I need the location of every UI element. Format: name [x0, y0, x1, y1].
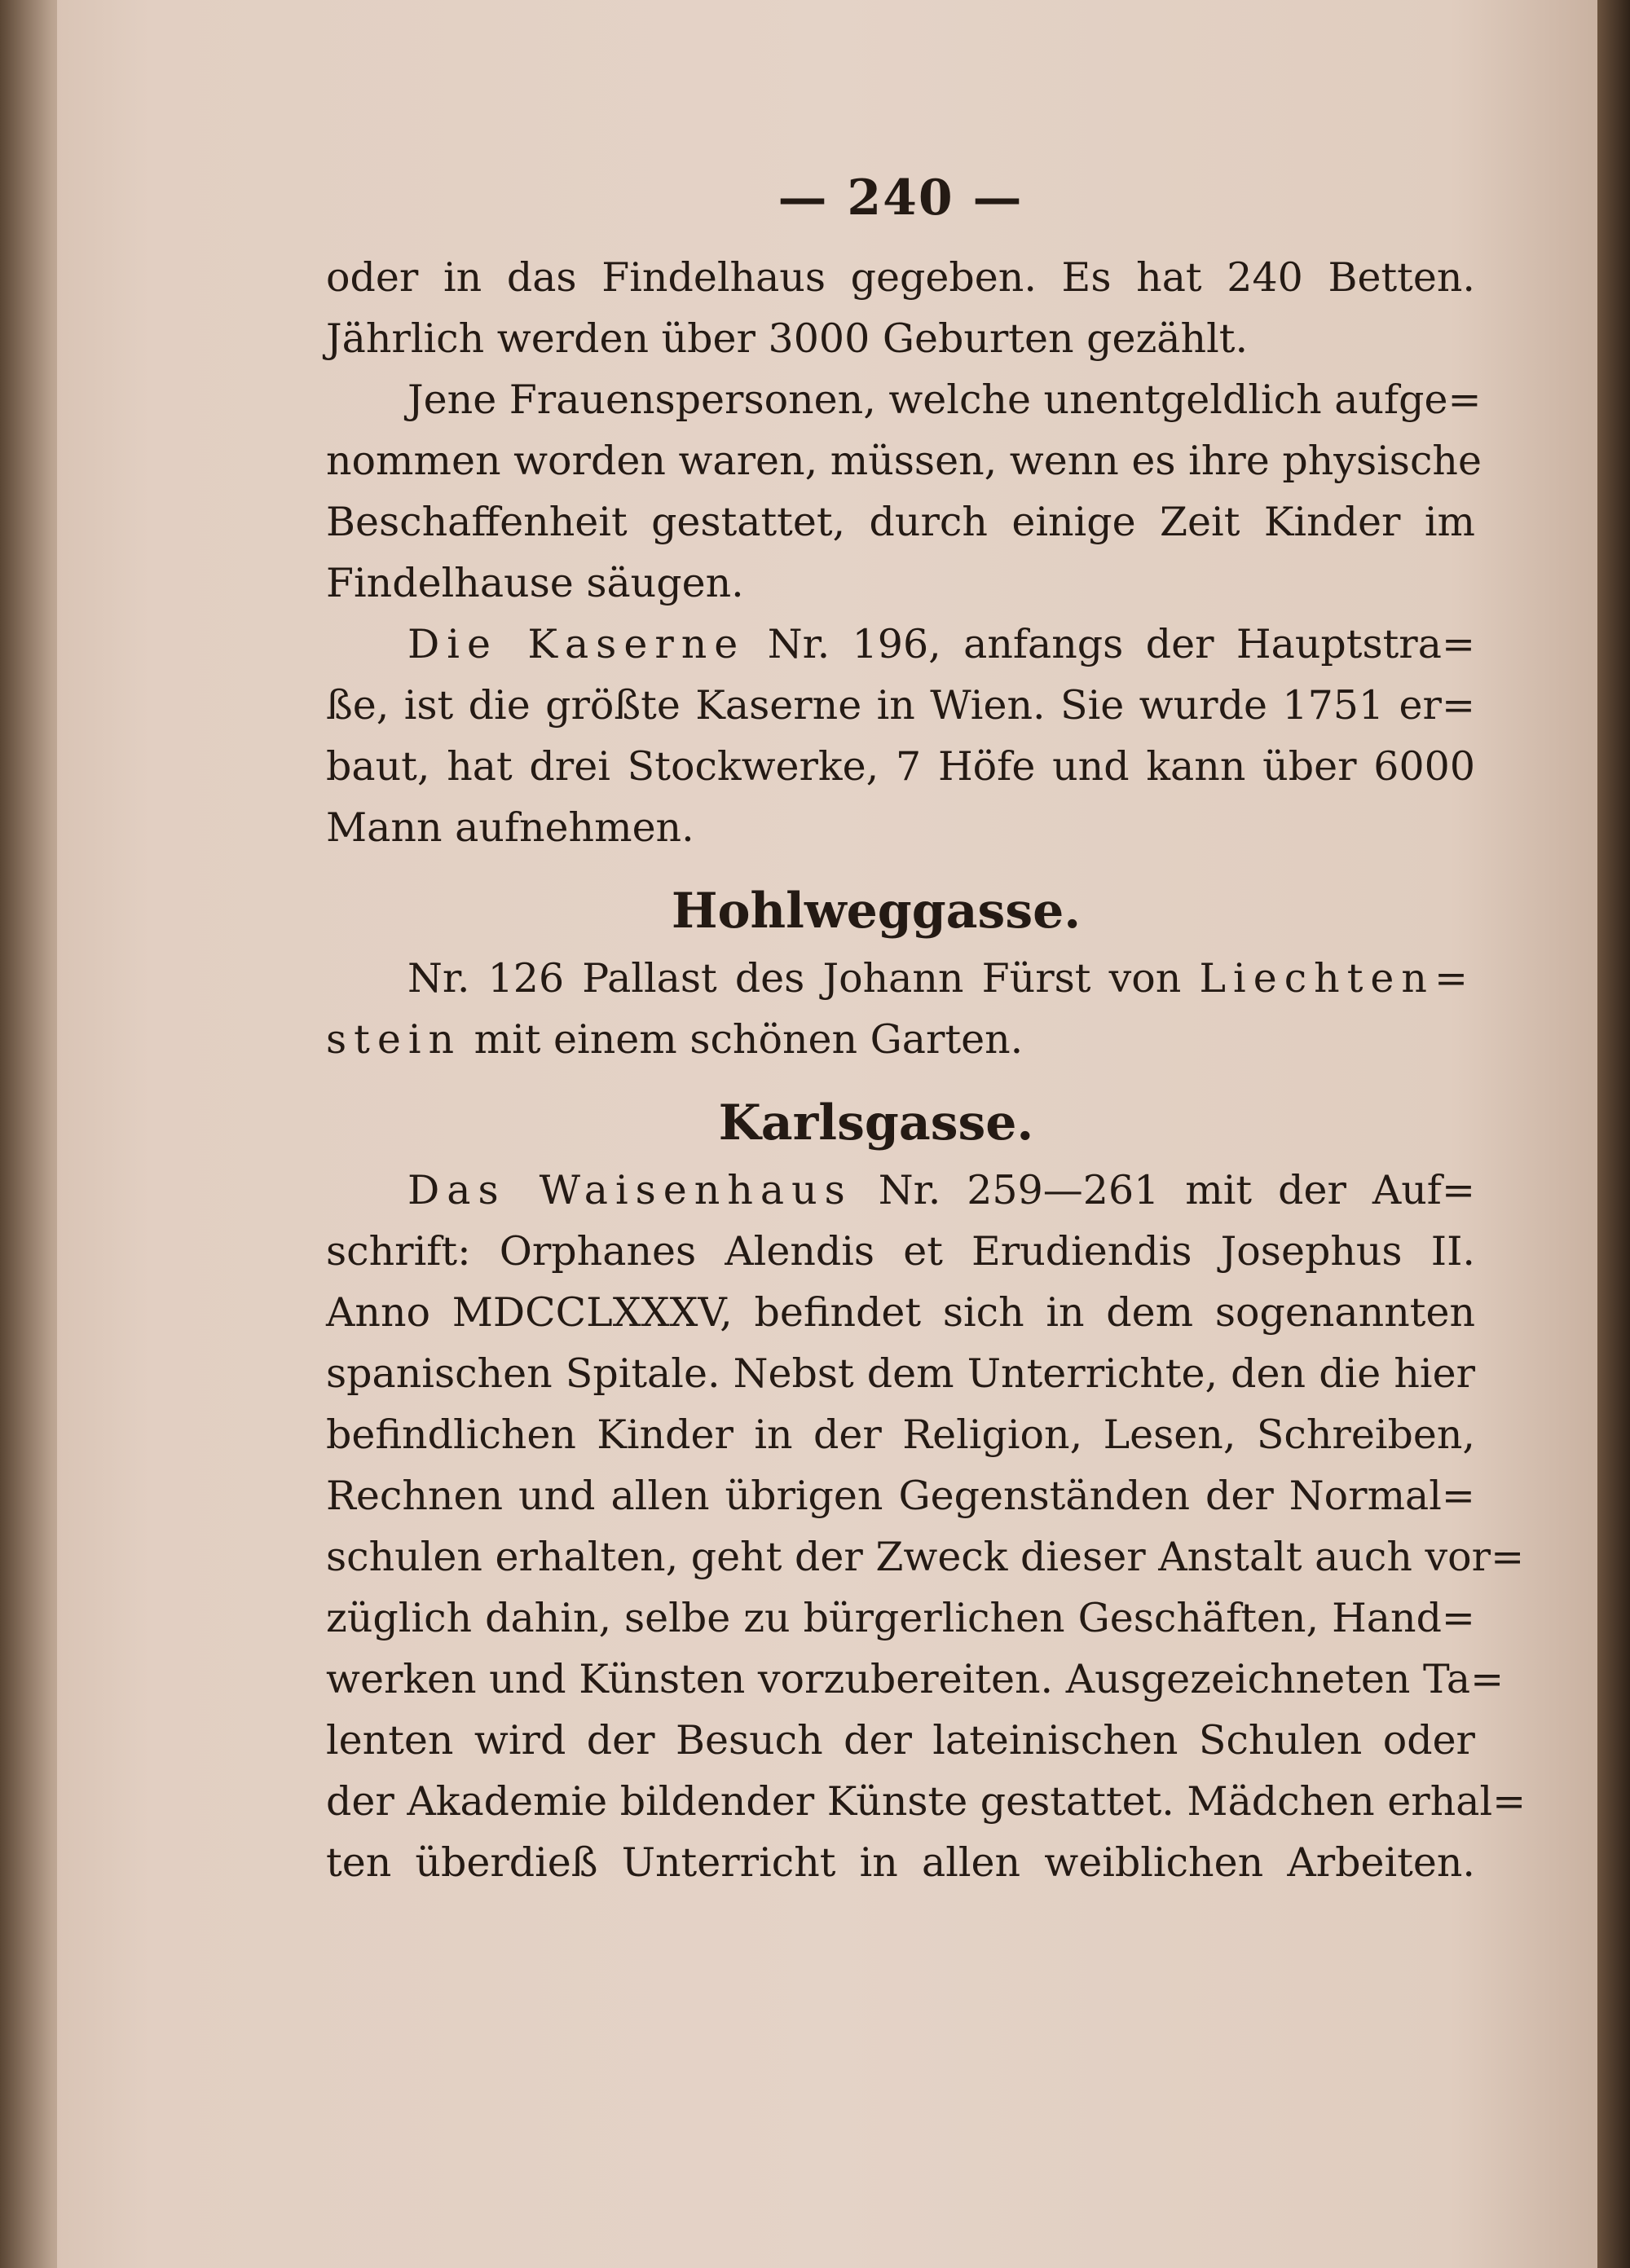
text-line: züglich dahin, selbe zu bürgerlichen Geschäften, Hand= — [326, 1595, 1475, 1641]
text-span: Nr. 126 Pallast des Johann Fürst von — [408, 955, 1200, 1002]
text-span: Nr. 196, anfangs der Hauptstra= — [745, 621, 1475, 667]
text-line — [326, 1009, 1475, 1070]
spaced-term: stein — [326, 1016, 462, 1063]
page-number: — 240 — — [778, 170, 1024, 227]
text-line: ße, ist die größte Kaserne in Wien. Sie wurde 1751 er= — [326, 682, 1475, 729]
spaced-term: Das Waisenhaus — [408, 1167, 852, 1213]
text-line: schrift: Orphanes Alendis et Erudiendis Josephus II. — [326, 1228, 1475, 1275]
text-span: mit einem schönen Garten. — [461, 1016, 1024, 1063]
text-line: oder in das Findelhaus gegeben. Es hat 240 Betten. — [326, 254, 1475, 301]
text-line: Rechnen und allen übrigen Gegenständen der Normal= — [326, 1473, 1475, 1519]
text-line: lenten wird der Besuch der lateinischen Schulen oder — [326, 1717, 1475, 1764]
section-heading: Hohlweggasse. — [671, 883, 1082, 940]
text-line: ten überdieß Unterricht in allen weiblichen Arbeiten. — [326, 1839, 1475, 1886]
text-line: Jene Frauenspersonen, welche unentgeldlich aufge= — [408, 377, 1482, 423]
book-cover-edge — [1597, 0, 1630, 2268]
text-line: Findelhause säugen. — [326, 560, 744, 606]
text-line — [326, 948, 1475, 1009]
text-line: baut, hat drei Stockwerke, 7 Höfe und kann über 6000 — [326, 743, 1475, 790]
spaced-term: Liechten= — [1199, 955, 1475, 1002]
text-line: Beschaffenheit gestattet, durch einige Zeit Kinder im — [326, 499, 1475, 545]
text-block — [326, 159, 1526, 1893]
text-line — [326, 614, 1475, 675]
text-line: Anno MDCCLXXXV, befindet sich in dem sogenannten — [326, 1289, 1475, 1336]
text-line: spanischen Spitale. Nebst dem Unterrichte, den die hier — [326, 1350, 1475, 1397]
text-line: Mann aufnehmen. — [326, 804, 694, 851]
text-line: nommen worden waren, müssen, wenn es ihre physische — [326, 438, 1482, 484]
section-heading: Karlsgasse. — [718, 1094, 1034, 1152]
text-line — [326, 1160, 1475, 1221]
text-span: Nr. 259—261 mit der Auf= — [852, 1167, 1475, 1213]
text-line: befindlichen Kinder in der Religion, Lesen, Schreiben, — [326, 1411, 1475, 1458]
spaced-term: Die Kaserne — [408, 621, 746, 667]
text-line: Jährlich werden über 3000 Geburten gezählt. — [326, 315, 1249, 362]
text-line: der Akademie bildender Künste gestattet. Mädchen erhal= — [326, 1778, 1526, 1825]
text-line: schulen erhalten, geht der Zweck dieser Anstalt auch vor= — [326, 1534, 1525, 1580]
text-line: werken und Künsten vorzubereiten. Ausgezeichneten Ta= — [326, 1656, 1504, 1702]
